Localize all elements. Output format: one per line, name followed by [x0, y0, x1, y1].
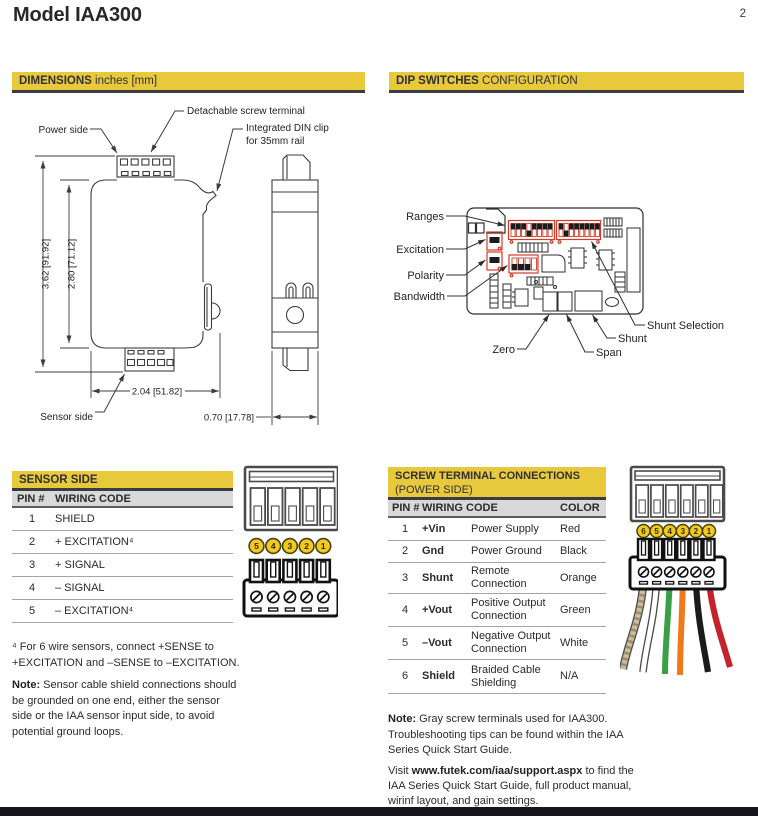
table-row — [12, 531, 233, 554]
dimensions-subtitle: inches [mm] — [91, 75, 158, 87]
dip-switch-toggles — [490, 224, 600, 271]
dimension-lines — [35, 156, 318, 425]
black-wire — [696, 582, 708, 672]
pin-number: 4 — [667, 527, 672, 536]
pin-cell: 5 — [401, 636, 409, 649]
dip-subtitle: CONFIGURATION — [478, 75, 578, 87]
screw-col-color: COLOR — [560, 502, 600, 514]
sensor-side-title: SENSOR SIDE — [19, 474, 98, 486]
span-label: Span — [596, 347, 622, 359]
width-dim: 2.04 [51.82] — [131, 386, 183, 398]
table-row — [388, 541, 606, 563]
screw-col-wiring: WIRING CODE — [422, 502, 498, 514]
color-cell: White — [560, 636, 589, 649]
din-clip-label-line1: Integrated DIN clip — [246, 123, 329, 134]
power-pin-numbers — [637, 525, 716, 538]
dip-switches-drawing — [385, 192, 755, 372]
power-connector-housing — [631, 467, 724, 521]
table-row — [388, 627, 606, 660]
sensor-col-pin: PIN # — [17, 492, 45, 505]
note-text: Gray screw terminals used for IAA300. Troubleshooting tips can be found within the IAA Series Quick Start Guide. — [388, 713, 624, 756]
screw-terminal-table — [388, 500, 606, 694]
pin-number: 3 — [287, 541, 293, 551]
code-cell: + SIGNAL — [55, 558, 105, 571]
screw-note — [388, 712, 646, 759]
table-row — [12, 508, 233, 531]
pin-cell: 6 — [401, 670, 409, 682]
code-cell: + EXCITATION⁴ — [55, 535, 134, 548]
sensor-side-table — [12, 491, 233, 623]
dimensions-title: DIMENSIONS — [19, 75, 92, 87]
pin-cell: 5 — [28, 604, 36, 617]
height-inner-dim: 2.80 [71.12] — [66, 238, 78, 290]
note-label: Note: — [388, 713, 417, 725]
code-cell: +Vout — [422, 603, 453, 616]
visit-note — [388, 764, 650, 810]
pin-cell: 1 — [28, 512, 36, 525]
bandwidth-label: Bandwidth — [393, 291, 445, 303]
power-plug — [630, 539, 725, 589]
table-row — [388, 563, 606, 594]
green-wire — [665, 582, 670, 674]
pin-number: 5 — [254, 541, 259, 551]
sensor-col-wiring: WIRING CODE — [55, 492, 131, 505]
pin-cell: 2 — [401, 545, 409, 557]
page-title: Model IAA300 — [13, 4, 142, 26]
desc-cell: Negative Output Connection — [471, 630, 551, 655]
screw-col-pin: PIN # — [392, 502, 420, 514]
desc-cell: Power Supply — [471, 522, 539, 535]
pin-number: 4 — [270, 541, 276, 551]
pin-cell: 4 — [28, 581, 36, 594]
power-side-label: Power side — [38, 125, 88, 136]
table-row — [388, 660, 606, 694]
sensor-footnote — [12, 640, 244, 671]
sensor-plug — [244, 560, 338, 616]
desc-cell: Power Ground — [471, 545, 542, 557]
color-cell: N/A — [560, 670, 579, 682]
page-number: 2 — [739, 8, 746, 20]
color-cell: Black — [560, 545, 587, 557]
pin-cell: 2 — [28, 535, 36, 548]
pin-number: 1 — [706, 527, 712, 536]
screw-table-header — [388, 500, 606, 518]
visit-prefix: Visit — [388, 765, 412, 777]
pin-cell: 3 — [28, 558, 36, 571]
section-header-dimensions — [12, 72, 365, 93]
table-row — [388, 594, 606, 627]
desc-cell: Braided Cable Shielding — [471, 663, 541, 689]
dimensions-drawing — [10, 95, 375, 445]
code-cell: –Vout — [422, 636, 452, 649]
depth-dim: 0.70 [17.78] — [203, 412, 254, 424]
page-footer-bar — [0, 807, 758, 816]
screw-terminal-title: SCREW TERMINAL CONNECTIONS — [395, 470, 580, 482]
note-label: Note: — [12, 679, 41, 691]
height-outer-dim: 3.62 [91.92] — [40, 238, 52, 290]
code-cell: Gnd — [422, 545, 444, 557]
color-cell: Orange — [560, 571, 597, 584]
section-header-sensor-side — [12, 471, 233, 491]
module-body-side — [272, 155, 318, 371]
visit-suffix: to find the IAA Series Quick Start Guide, full product manual, wirinf layout, and gain settings. — [388, 765, 634, 808]
pin-cell: 1 — [401, 522, 409, 535]
note-text: Sensor cable shield connections should be grounded on one end, either the sensor side or the IAA sensor input side, to avoid potential ground loops. — [12, 679, 237, 738]
pin-number: 2 — [693, 527, 699, 536]
footnote-text: ⁴ For 6 wire sensors, connect +SENSE to +EXCITATION and –SENSE to –EXCITATION. — [12, 641, 240, 669]
din-clip-label-line2: for 35mm rail — [246, 136, 305, 147]
power-wires — [623, 582, 730, 675]
pin-cell: 3 — [401, 571, 409, 584]
desc-cell: Positive Output Connection — [471, 597, 546, 622]
section-header-screw-terminal — [388, 467, 606, 500]
pin-cell: 4 — [401, 603, 409, 616]
sensor-table-header — [12, 491, 233, 508]
table-row — [12, 600, 233, 623]
support-link[interactable]: www.futek.com/iaa/support.aspx — [411, 765, 583, 777]
pin-number: 1 — [320, 541, 326, 551]
code-cell: +Vin — [422, 522, 446, 535]
dip-title: DIP SWITCHES — [396, 75, 479, 87]
sensor-connector-housing — [245, 467, 338, 530]
color-cell: Red — [560, 522, 581, 535]
table-row — [388, 518, 606, 541]
sensor-side-label: Sensor side — [40, 412, 93, 423]
shunt-label: Shunt — [618, 333, 647, 345]
orange-wire — [680, 582, 683, 675]
sensor-terminal-contacts — [128, 351, 174, 366]
din-latch — [205, 284, 221, 330]
table-row — [12, 554, 233, 577]
desc-cell: Remote Connection — [471, 565, 527, 590]
code-cell: – SIGNAL — [55, 581, 105, 594]
shunt-selection-label: Shunt Selection — [647, 320, 725, 332]
sensor-connector-graphic — [238, 464, 338, 624]
section-header-dip-switches — [389, 72, 744, 93]
red-wire — [709, 582, 730, 667]
excitation-label: Excitation — [396, 244, 444, 256]
code-cell: – EXCITATION⁴ — [55, 604, 134, 617]
polarity-label: Polarity — [407, 270, 444, 282]
screw-terminal-subtitle: (POWER SIDE) — [395, 483, 473, 496]
zero-label: Zero — [492, 344, 515, 356]
power-terminal-contacts — [121, 159, 171, 176]
code-cell: SHIELD — [55, 512, 95, 525]
color-cell: Green — [560, 603, 591, 616]
table-row — [12, 577, 233, 600]
power-connector-graphic — [620, 462, 758, 718]
detachable-screw-terminal-label: Detachable screw terminal — [187, 106, 305, 117]
module-body-front — [91, 180, 216, 348]
code-cell: Shield — [422, 670, 456, 682]
sensor-pin-numbers — [249, 539, 331, 554]
pin-number: 3 — [680, 527, 686, 536]
pin-number: 5 — [654, 527, 659, 536]
pin-number: 2 — [304, 541, 309, 551]
pin-number: 6 — [641, 527, 646, 536]
code-cell: Shunt — [422, 571, 454, 584]
ranges-label: Ranges — [406, 211, 444, 223]
sensor-note — [12, 678, 240, 740]
